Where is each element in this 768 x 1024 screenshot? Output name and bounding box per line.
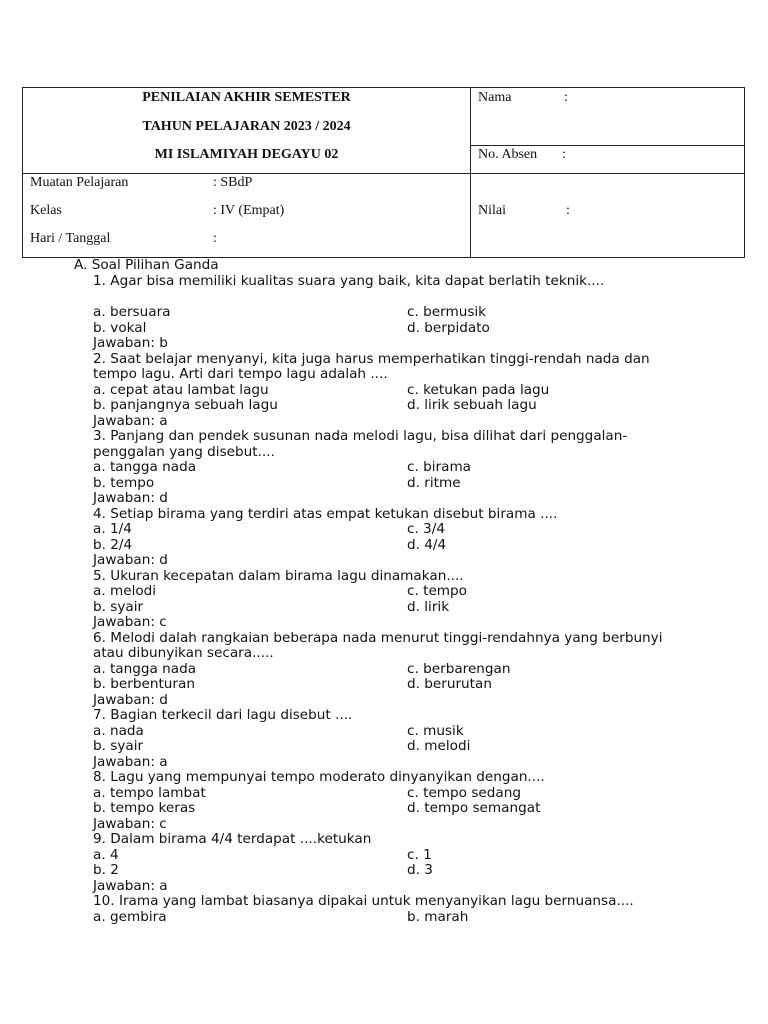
hari-value: : xyxy=(213,231,217,246)
muatan-value: : SBdP xyxy=(213,175,253,190)
absen-label: No. Absen xyxy=(478,147,538,162)
question-text: 5. Ukuran kecepatan dalam birama lagu dinamakan.... xyxy=(93,567,464,584)
option-c: c. bermusik xyxy=(407,304,487,320)
option-d: d. lirik sebuah lagu xyxy=(407,397,537,413)
option-a: a. cepat atau lambat lagu xyxy=(93,381,269,398)
answer: Jawaban: c xyxy=(93,614,167,630)
question-text: 9. Dalam birama 4/4 terdapat ....ketukan xyxy=(93,831,372,847)
option-d: d. ritme xyxy=(407,474,461,491)
option-b: b. tempo xyxy=(93,474,155,491)
question-5 xyxy=(93,567,673,630)
option-b: b. tempo keras xyxy=(93,800,196,816)
nilai-colon: : xyxy=(566,203,570,218)
option-a: a. gembira xyxy=(93,908,167,925)
question-1 xyxy=(93,273,673,351)
question-9 xyxy=(93,831,673,894)
option-d: d. 3 xyxy=(407,862,433,878)
option-c: c. tempo xyxy=(407,583,467,599)
question-text: 2. Saat belajar menyanyi, kita juga harus memperhatikan tinggi-rendah nada dan tempo lagu. Arti dari tempo lagu adalah .... xyxy=(93,350,650,382)
option-b: b. syair xyxy=(93,598,144,615)
answer: Jawaban: d xyxy=(93,490,168,506)
option-a: a. 1/4 xyxy=(93,521,132,537)
answer: Jawaban: d xyxy=(93,552,168,568)
option-d: d. tempo semangat xyxy=(407,800,541,816)
hari-label: Hari / Tanggal xyxy=(30,231,111,246)
option-c: c. birama xyxy=(407,459,472,475)
nama-colon: : xyxy=(564,90,568,105)
kelas-value: : IV (Empat) xyxy=(213,203,285,218)
answer: Jawaban: b xyxy=(93,335,168,351)
question-2 xyxy=(93,350,673,429)
exam-title: PENILAIAN AKHIR SEMESTER xyxy=(142,90,351,105)
nama-label: Nama xyxy=(478,90,512,105)
header-divider-left xyxy=(23,173,470,174)
option-b: b. panjangnya sebuah lagu xyxy=(93,397,278,413)
option-a: a. tempo lambat xyxy=(93,784,206,801)
option-a: a. 4 xyxy=(93,846,119,863)
question-4 xyxy=(93,505,673,568)
absen-colon: : xyxy=(562,147,566,162)
option-c: c. ketukan pada lagu xyxy=(407,381,550,398)
option-c: c. 1 xyxy=(407,846,432,863)
question-text: 1. Agar bisa memiliki kualitas suara yang baik, kita dapat berlatih teknik.... xyxy=(93,273,605,289)
option-c: c. tempo sedang xyxy=(407,784,521,801)
question-text: 4. Setiap birama yang terdiri atas empat ketukan disebut birama .... xyxy=(93,505,558,522)
header-table xyxy=(22,87,745,258)
option-b: b. vokal xyxy=(93,319,147,336)
question-text: 7. Bagian terkecil dari lagu disebut .... xyxy=(93,707,353,723)
answer: Jawaban: a xyxy=(93,412,168,429)
option-b: b. marah xyxy=(407,908,469,925)
answer: Jawaban: d xyxy=(93,691,168,708)
kelas-label: Kelas xyxy=(30,203,62,218)
option-a: a. tangga nada xyxy=(93,660,197,677)
question-6 xyxy=(93,629,673,708)
question-7 xyxy=(93,707,673,770)
header-divider-right-1 xyxy=(470,145,745,146)
academic-year: TAHUN PELAJARAN 2023 / 2024 xyxy=(142,119,351,134)
question-text: 10. Irama yang lambat biasanya dipakai untuk menyanyikan lagu bernuansa.... xyxy=(93,893,634,909)
option-c: c. 3/4 xyxy=(407,521,445,537)
option-a: a. bersuara xyxy=(93,304,171,320)
option-d: d. berpidato xyxy=(407,319,490,336)
nilai-label: Nilai xyxy=(478,203,506,218)
question-10 xyxy=(93,893,673,925)
school-name: MI ISLAMIYAH DEGAYU 02 xyxy=(154,147,339,162)
option-b: b. 2/4 xyxy=(93,536,133,553)
muatan-label: Muatan Pelajaran xyxy=(30,175,129,190)
option-a: a. tangga nada xyxy=(93,459,197,475)
option-d: d. 4/4 xyxy=(407,536,447,553)
question-text: 3. Panjang dan pendek susunan nada melodi lagu, bisa dilihat dari penggalan-penggalan yang disebut.... xyxy=(93,428,628,460)
option-b: b. 2 xyxy=(93,862,119,878)
option-c: c. musik xyxy=(407,722,464,739)
answer: Jawaban: a xyxy=(93,877,168,894)
answer: Jawaban: c xyxy=(93,815,167,832)
option-d: d. lirik xyxy=(407,598,450,615)
question-8 xyxy=(93,769,673,832)
question-text: 8. Lagu yang mempunyai tempo moderato dinyanyikan dengan.... xyxy=(93,769,545,785)
option-b: b. syair xyxy=(93,738,144,754)
option-b: b. berbenturan xyxy=(93,676,195,692)
question-3 xyxy=(93,428,673,506)
option-d: d. melodi xyxy=(407,738,471,754)
option-c: c. berbarengan xyxy=(407,660,511,677)
answer: Jawaban: a xyxy=(93,753,168,770)
option-d: d. berurutan xyxy=(407,676,492,692)
option-a: a. nada xyxy=(93,722,144,739)
option-a: a. melodi xyxy=(93,583,157,599)
header-divider-right-2 xyxy=(470,173,745,174)
section-title: A. Soal Pilihan Ganda xyxy=(74,257,219,273)
question-text: 6. Melodi dalah rangkaian beberapa nada menurut tinggi-rendahnya yang berbunyi atau dibunyikan secara..... xyxy=(93,629,663,661)
